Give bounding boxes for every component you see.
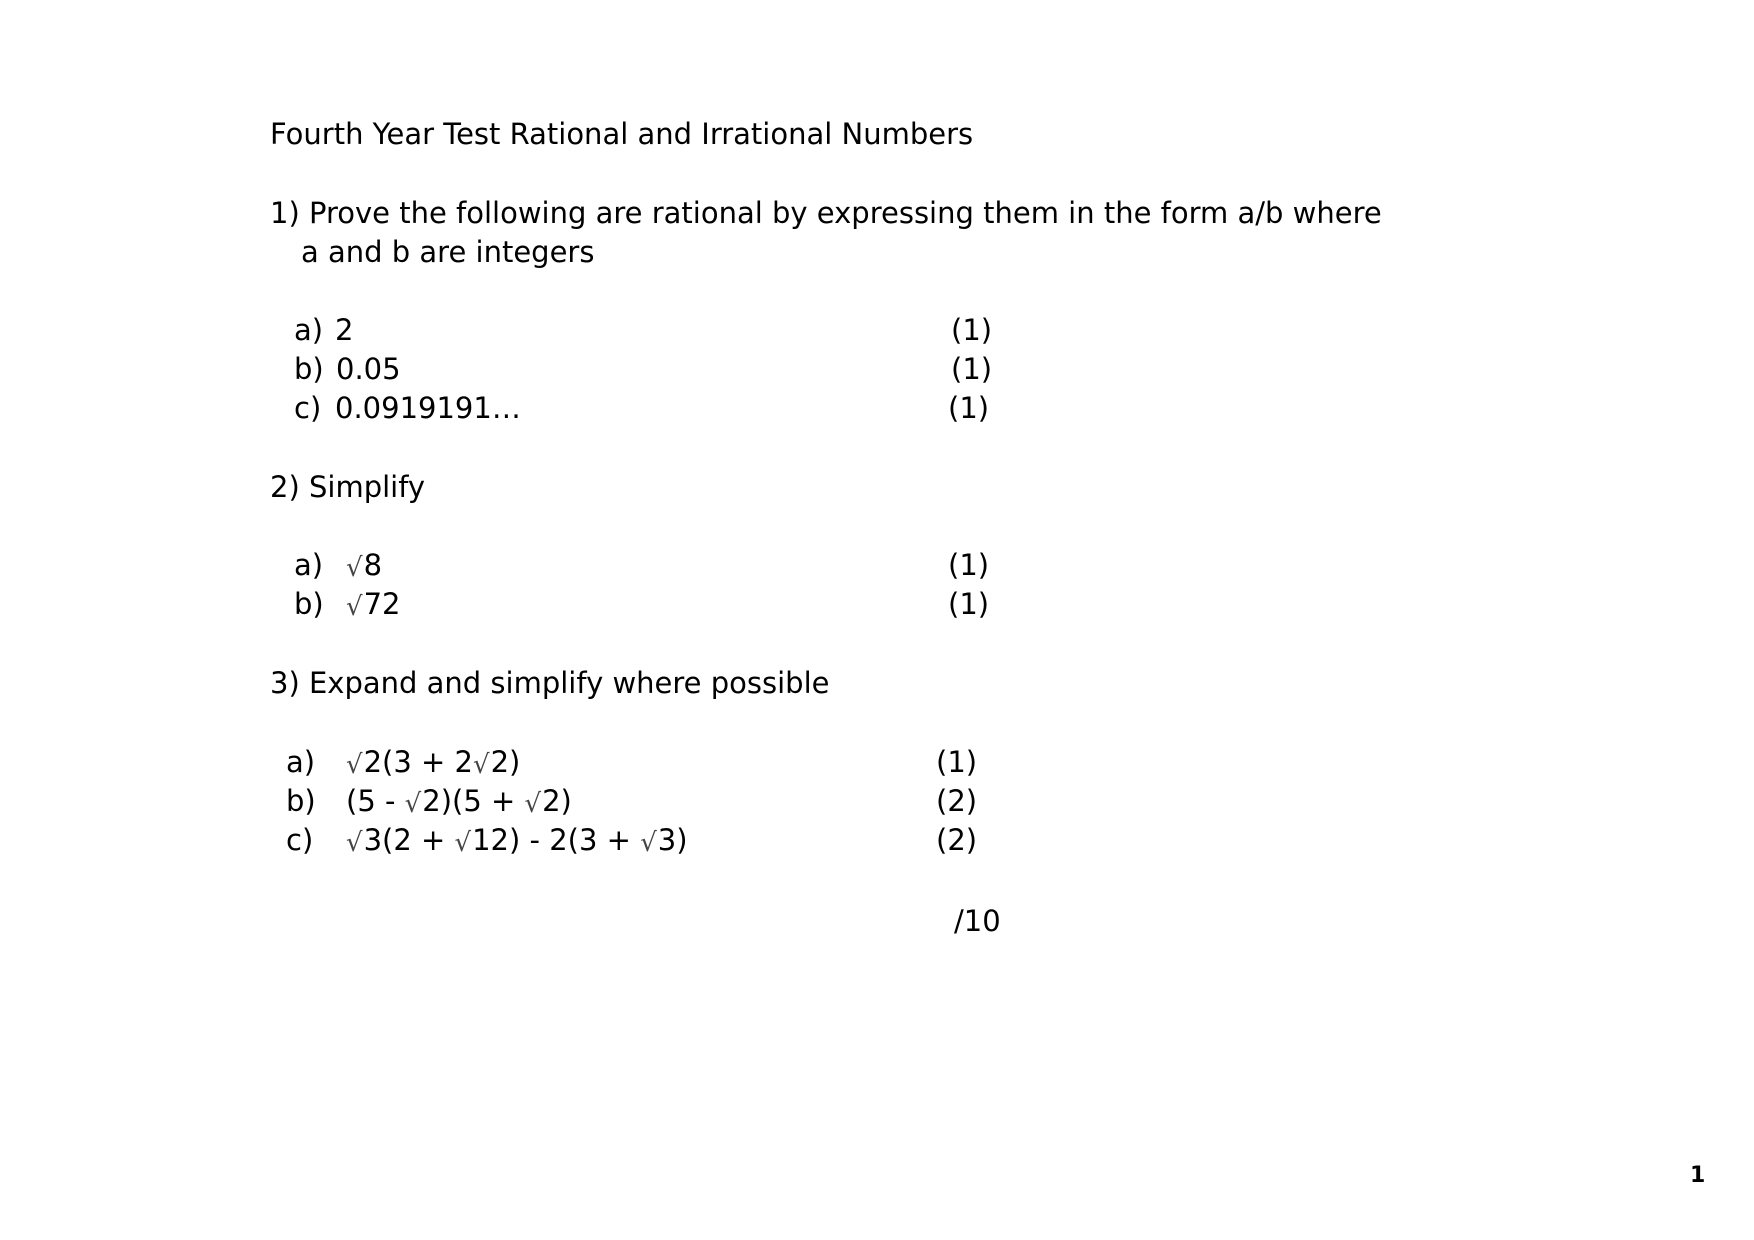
part-marks: (1) xyxy=(948,548,990,582)
expression-segment: 3(2 + xyxy=(363,823,455,857)
q3-part-b xyxy=(286,784,1006,824)
part-expression xyxy=(346,587,400,621)
part-expression xyxy=(346,784,572,818)
q1-part-a xyxy=(294,313,1014,353)
document-title: Fourth Year Test Rational and Irrational Numbers xyxy=(270,117,974,151)
part-marks: (2) xyxy=(936,784,978,818)
part-expression xyxy=(346,548,382,582)
q3-part-c xyxy=(286,823,1006,863)
q3-heading: 3) Expand and simplify where possible xyxy=(270,666,830,700)
square-root-icon: √ xyxy=(640,828,657,858)
square-root-icon: √ xyxy=(472,750,490,780)
square-root-icon: √ xyxy=(346,828,363,858)
q2-part-a xyxy=(294,548,1014,588)
part-marks: (1) xyxy=(948,391,990,425)
square-root-icon: √ xyxy=(346,750,363,780)
radicand: 8 xyxy=(363,548,383,582)
part-label: c) xyxy=(294,391,322,425)
part-label: c) xyxy=(286,823,314,857)
part-expression: 0.05 xyxy=(336,352,401,386)
part-marks: (1) xyxy=(936,745,978,779)
radicand: 72 xyxy=(363,587,401,621)
part-label: b) xyxy=(294,352,324,386)
part-marks: (1) xyxy=(948,587,990,621)
part-label: b) xyxy=(286,784,316,818)
part-expression: 0.0919191… xyxy=(335,391,521,425)
square-root-icon: √ xyxy=(346,592,363,622)
expression-segment: 2)(5 + xyxy=(422,784,525,818)
q1-prompt-line2: a and b are integers xyxy=(301,235,595,269)
q1-prompt-line1: 1) Prove the following are rational by expressing them in the form a/b where xyxy=(270,196,1382,230)
part-expression xyxy=(346,823,688,857)
q2-part-b xyxy=(294,587,1014,627)
expression-segment: 12) - 2(3 + xyxy=(472,823,641,857)
part-expression xyxy=(346,745,520,779)
part-marks: (2) xyxy=(936,823,978,857)
part-label: b) xyxy=(294,587,324,621)
part-label: a) xyxy=(294,548,324,582)
expression-segment: (5 - xyxy=(346,784,405,818)
expression-segment: 2(3 + 2 xyxy=(363,745,473,779)
q1-part-c xyxy=(294,391,1014,431)
expression-segment: 3) xyxy=(657,823,688,857)
page-number: 1 xyxy=(1690,1163,1706,1188)
expression-segment: 2) xyxy=(490,745,521,779)
q1-part-b xyxy=(294,352,1014,392)
part-marks: (1) xyxy=(951,313,993,347)
square-root-icon: √ xyxy=(404,789,422,819)
part-label: a) xyxy=(286,745,316,779)
part-marks: (1) xyxy=(951,352,993,386)
square-root-icon: √ xyxy=(454,828,472,858)
square-root-icon: √ xyxy=(346,553,363,583)
part-expression: 2 xyxy=(335,313,354,347)
total-marks: /10 xyxy=(954,904,1001,938)
part-label: a) xyxy=(294,313,324,347)
square-root-icon: √ xyxy=(524,789,542,819)
q3-part-a xyxy=(286,745,1006,785)
expression-segment: 2) xyxy=(542,784,572,818)
q2-heading: 2) Simplify xyxy=(270,470,426,504)
